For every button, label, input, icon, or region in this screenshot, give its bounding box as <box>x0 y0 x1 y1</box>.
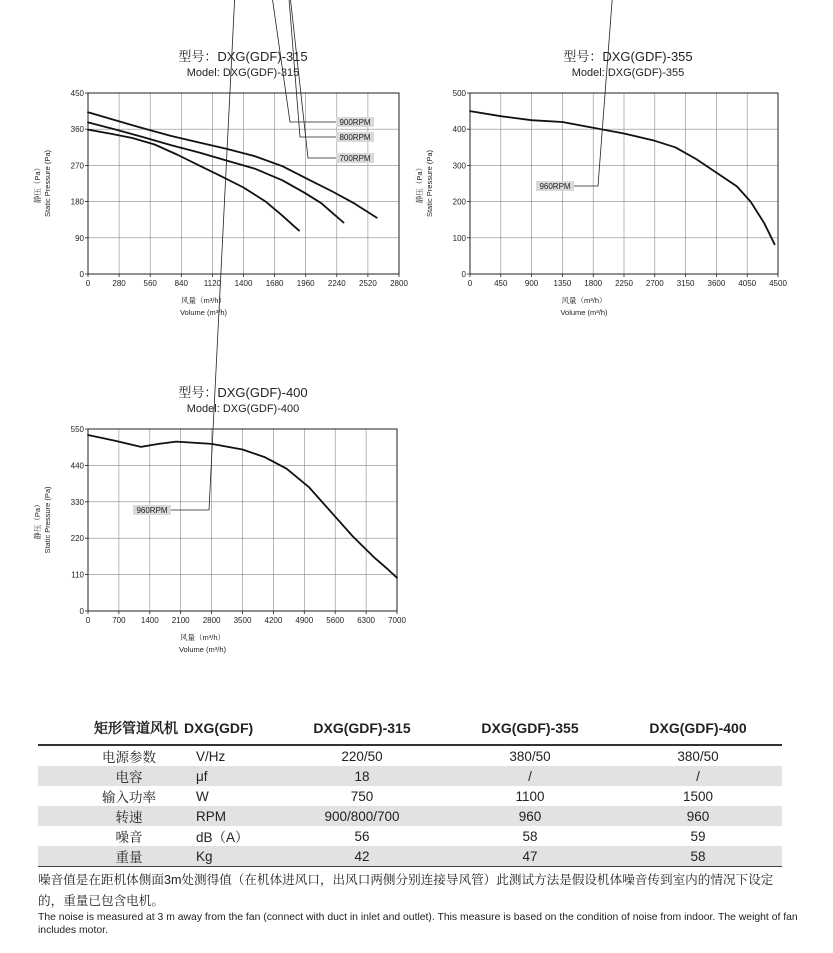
table-cell: 1500 <box>682 788 714 804</box>
y-tick-label: 330 <box>70 497 84 507</box>
x-tick-label: 560 <box>143 279 157 288</box>
table-cell: 380/50 <box>509 748 551 764</box>
y-axis-label-en: Static Pressure (Pa) <box>43 486 52 554</box>
y-tick-label: 90 <box>75 233 84 243</box>
x-tick-label: 1350 <box>553 279 572 288</box>
x-tick-label: 2250 <box>615 279 633 288</box>
x-tick-label: 900 <box>524 279 539 288</box>
chart-title: 型号：DXG(GDF)-355 <box>563 49 693 64</box>
x-tick-label: 1120 <box>203 279 222 288</box>
rpm-label: 960RPM <box>539 182 571 191</box>
table-cell: dB（A） <box>196 830 249 845</box>
x-tick-label: 280 <box>112 279 126 288</box>
x-tick-label: 700 <box>112 616 126 625</box>
table-cell: 电容 <box>38 766 182 786</box>
table-header-row <box>38 712 782 745</box>
table-cell: Kg <box>182 846 278 867</box>
table-cell: V/Hz <box>196 748 226 764</box>
table-row <box>38 766 782 786</box>
table-cell: 输入功率 <box>102 790 156 805</box>
table-cell: 转速 <box>38 806 182 826</box>
table-cell: 42 <box>278 846 446 867</box>
y-axis-label-zh: 静压（Pa） <box>33 163 42 204</box>
x-tick-label: 1680 <box>265 279 284 288</box>
chart-title: 型号：DXG(GDF)-315 <box>178 49 308 64</box>
x-tick-label: 2240 <box>327 279 346 288</box>
table-cell: 59 <box>690 828 706 844</box>
y-tick-label: 270 <box>70 161 84 171</box>
table-header-cell: 矩形管道风机 <box>38 712 182 745</box>
table-cell: / <box>614 766 782 786</box>
x-tick-label: 2700 <box>645 279 664 288</box>
rpm-label: 900RPM <box>339 118 371 127</box>
table-cell: / <box>446 766 614 786</box>
table-header-cell: DXG(GDF) <box>182 712 278 745</box>
x-tick-label: 4900 <box>295 616 314 625</box>
y-axis-label-zh: 静压（Pa） <box>33 500 42 540</box>
x-axis-label-en: Volume (m³/h) <box>560 308 608 317</box>
x-tick-label: 2100 <box>171 616 190 625</box>
y-tick-label: 100 <box>452 233 466 243</box>
table-cell: μf <box>182 766 278 786</box>
table-cell: 噪音 <box>115 830 143 845</box>
table-cell: 380/50 <box>677 748 719 764</box>
table-cell: W <box>196 788 209 804</box>
y-tick-label: 110 <box>71 570 84 580</box>
y-tick-label: 180 <box>70 197 84 207</box>
table-cell: 重量 <box>38 846 182 867</box>
table-header-cell: DXG(GDF)-355 <box>446 712 614 745</box>
y-tick-label: 400 <box>452 125 466 135</box>
y-tick-label: 300 <box>452 161 466 171</box>
table-row <box>38 745 782 766</box>
y-tick-label: 0 <box>79 270 84 279</box>
table-cell: RPM <box>182 806 278 826</box>
y-tick-label: 220 <box>70 534 84 544</box>
rpm-leader-line <box>252 0 336 158</box>
rpm-label: 960RPM <box>136 506 168 515</box>
x-tick-label: 1400 <box>140 616 159 625</box>
y-axis-label-en: Static Pressure (Pa) <box>43 149 52 218</box>
y-tick-label: 450 <box>70 89 84 98</box>
y-tick-label: 0 <box>461 270 466 279</box>
rpm-label: 800RPM <box>339 133 371 142</box>
y-tick-label: 360 <box>70 125 84 135</box>
series-line-960rpm <box>470 111 775 244</box>
table-cell: 电源参数 <box>102 750 156 765</box>
chart-subtitle: Model: DXG(GDF)-355 <box>571 67 685 79</box>
x-tick-label: 7000 <box>388 616 406 625</box>
y-axis-label-zh: 静压（Pa） <box>415 163 424 204</box>
x-tick-label: 1960 <box>296 279 315 288</box>
series-line-700rpm <box>88 130 299 231</box>
table-header-cell: DXG(GDF)-315 <box>278 712 446 745</box>
x-axis-label-en: Volume (m³/h) <box>179 308 228 317</box>
x-tick-label: 4500 <box>769 279 787 288</box>
x-axis-label-zh: 风量（m³/h） <box>561 296 607 305</box>
x-tick-label: 6300 <box>357 616 375 625</box>
table-cell: 960 <box>446 806 614 826</box>
table-cell: 220/50 <box>341 748 383 764</box>
table-cell: 900/800/700 <box>278 806 446 826</box>
x-tick-label: 4050 <box>738 279 757 288</box>
note-english: The noise is measured at 3 m away from the fan (connect with duct in inlet and outlet). This measure is based on the condition of noise from indoor. The weight of fan includes motor. <box>38 912 798 936</box>
x-axis-label-zh: 风量（m³/h） <box>180 633 225 642</box>
y-tick-label: 550 <box>70 425 84 434</box>
x-tick-label: 2800 <box>202 616 221 625</box>
x-tick-label: 5600 <box>326 616 345 625</box>
x-axis-label-zh: 风量（m³/h） <box>181 296 226 305</box>
y-tick-label: 200 <box>452 197 466 207</box>
table-row <box>38 806 782 826</box>
table-cell: 58 <box>522 828 538 844</box>
y-tick-label: 440 <box>70 461 84 471</box>
table-row <box>38 826 782 846</box>
table-cell: 960 <box>614 806 782 826</box>
table-cell: 47 <box>446 846 614 867</box>
x-tick-label: 3500 <box>233 616 252 625</box>
x-tick-label: 450 <box>494 279 508 288</box>
table-row <box>38 846 782 867</box>
y-axis-label-en: Static Pressure (Pa) <box>425 149 434 218</box>
x-axis-label-en: Volume (m³/h) <box>178 645 227 654</box>
chart-subtitle: Model: DXG(GDF)-315 <box>186 67 300 79</box>
table-header-cell: DXG(GDF)-400 <box>614 712 782 745</box>
table-cell: 750 <box>350 788 374 804</box>
x-tick-label: 3150 <box>676 279 695 288</box>
x-tick-label: 2800 <box>390 279 408 288</box>
table-row <box>38 786 782 806</box>
table-cell: 56 <box>354 828 370 844</box>
rpm-label: 700RPM <box>339 154 371 163</box>
x-tick-label: 3600 <box>707 279 726 288</box>
spec-table <box>38 712 782 867</box>
x-tick-label: 0 <box>85 616 91 625</box>
table-cell: 18 <box>278 766 446 786</box>
x-tick-label: 1800 <box>584 279 603 288</box>
table-cell: 58 <box>614 846 782 867</box>
y-tick-label: 0 <box>79 607 84 616</box>
table-cell: 1100 <box>515 788 545 804</box>
x-tick-label: 4200 <box>264 616 283 625</box>
x-tick-label: 0 <box>467 279 473 288</box>
x-tick-label: 0 <box>85 279 91 288</box>
chart-title: 型号：DXG(GDF)-400 <box>178 385 308 400</box>
x-tick-label: 840 <box>174 279 188 288</box>
chart-subtitle: Model: DXG(GDF)-400 <box>186 403 300 415</box>
y-tick-label: 500 <box>452 89 466 98</box>
x-tick-label: 1400 <box>234 279 253 288</box>
note-chinese: 噪音值是在距机体侧面3m处测得值（在机体进风口，出风口两侧分别连接导风管）此测试方法是假设机体噪音传到室内的情况下设定的，重量已包含电机。 <box>38 873 774 908</box>
x-tick-label: 2520 <box>359 279 377 288</box>
